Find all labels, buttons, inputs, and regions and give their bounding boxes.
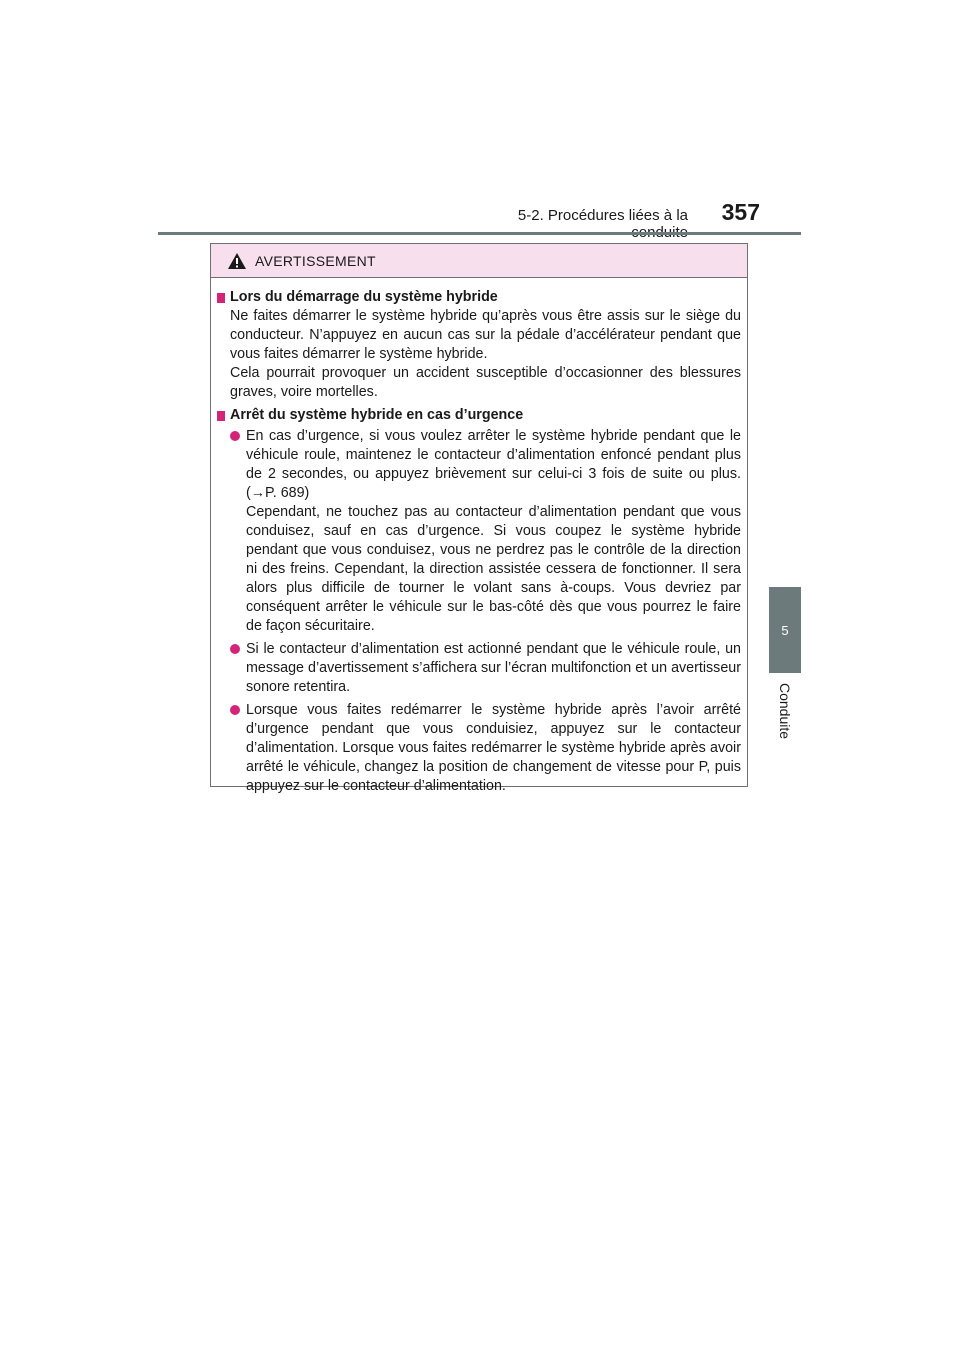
warning-triangle-icon (227, 252, 247, 270)
section-emergency-stop (217, 406, 741, 796)
circle-bullet-icon (230, 431, 240, 441)
paragraph: Cela pourrait provoquer un accident susceptible d’occasionner des blessures graves, voire mortelles. (230, 365, 741, 400)
chapter-label-container (769, 676, 801, 746)
list-item-text (246, 701, 741, 796)
list-item-text (246, 640, 741, 697)
list-item-text (246, 427, 741, 636)
page-number: 357 (721, 199, 760, 225)
section-text (230, 307, 741, 402)
paragraph: Ne faites démarrer le système hybride qu’après vous être assis sur le siège du conducteur. N’appuyez en aucun cas sur la pédale d’accélérateur pendant que vous faites démarrer le système hybride. (230, 308, 741, 362)
section-title: 5-2. Procédures liées à la (517, 207, 688, 224)
section-heading (217, 288, 741, 307)
section-startup (217, 288, 741, 402)
circle-bullet-icon (230, 644, 240, 654)
paragraph: Cependant, ne touchez pas au contacteur d’alimentation pendant que vous conduisez, sauf en cas d’urgence. Si vous coupez le système hybride pendant que vous conduisez, vous ne perdrez pas le contrôle de la direction ni des freins. Cependant, la direction assistée cessera de fonctionner. Il sera alors plus difficile de tourner le volant sans à-coups. Vous devriez par conséquent arrêter le véhicule sur le bas-côté dès que vous pourrez le faire de façon sécuritaire. (246, 504, 741, 634)
paragraph: Si le contacteur d’alimentation est actionné pendant que le véhicule roule, un message d’avertissement s’affichera sur l’écran multifonction et un avertisseur sonore retentira. (246, 641, 741, 695)
circle-bullet-icon (230, 705, 240, 715)
section-heading-text: Lors du démarrage du système hybride (230, 289, 498, 305)
chapter-label: Conduite (777, 682, 794, 740)
list-item (230, 640, 741, 697)
warning-body (211, 278, 747, 796)
warning-box (210, 243, 748, 794)
warning-header (211, 244, 747, 278)
paragraph: Lorsque vous faites redémarrer le système hybride après l’avoir arrêté d’urgence pendant que vous conduisiez, appuyez sur le contacteur d’alimentation. Lorsque vous faites redémarrer le système hybride après avoir arrêté le véhicule, changez la position de changement de vitesse pour P, puis appuyez sur le contacteur d’alimentation. (246, 702, 741, 794)
section-heading-text: Arrêt du système hybride en cas d’urgence (230, 407, 524, 423)
section-heading (217, 406, 741, 425)
list-item (230, 427, 741, 636)
chapter-number: 5 (781, 622, 789, 638)
list-item (230, 701, 741, 796)
warning-title: AVERTISSEMENT (255, 252, 376, 269)
header-divider (158, 232, 801, 235)
paragraph: En cas d’urgence, si vous voulez arrêter le système hybride pendant que le véhicule roule, maintenez le contacteur d’alimentation enfoncé pendant plus de 2 secondes, ou appuyez brièvement sur celui-ci 3 fois de suite ou plus. (→P. 689) (246, 428, 741, 501)
square-bullet-icon (217, 293, 225, 303)
chapter-tab (769, 587, 801, 673)
square-bullet-icon (217, 411, 225, 421)
